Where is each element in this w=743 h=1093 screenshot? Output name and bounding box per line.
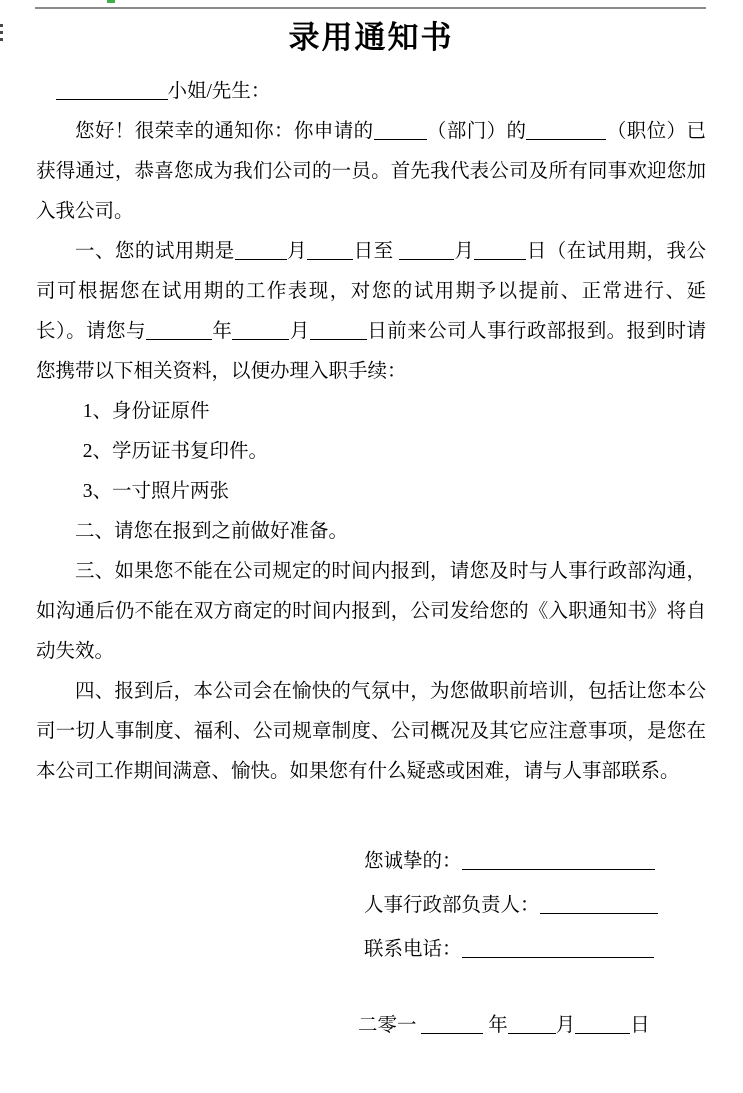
text-run: 日（在试用期，我公司可根据您在试用期的工作表现，对您的试用期予以提前、正常进行、延长）。请您与 xyxy=(36,241,706,343)
text-run: 二、请您在报到之前做好准备。 xyxy=(75,521,349,543)
blank-field[interactable] xyxy=(508,1014,556,1035)
document-body xyxy=(36,72,706,792)
text-run: 1、身份证原件 xyxy=(82,401,210,423)
para-greeting xyxy=(36,112,706,232)
blank-field[interactable] xyxy=(374,120,427,141)
signature-block xyxy=(364,840,706,972)
text-run: 日至 xyxy=(353,241,399,263)
text-run: 您好！很荣幸的通知你：你申请的 xyxy=(75,121,374,143)
document-content xyxy=(36,8,706,1046)
list-item-2 xyxy=(36,432,706,472)
para-clause-2 xyxy=(36,512,706,552)
text-run: 小姐/先生： xyxy=(167,81,271,103)
text-run: 联系电话： xyxy=(364,939,462,961)
text-run: 2、学历证书复印件。 xyxy=(82,441,269,463)
text-run: 年 xyxy=(211,321,233,343)
list-item-3 xyxy=(36,472,706,512)
blank-field[interactable] xyxy=(310,320,367,341)
blank-field[interactable] xyxy=(232,320,289,341)
handle-dot xyxy=(0,38,3,41)
text-run: 三、如果您不能在公司规定的时间内报到，请您及时与人事行政部沟通，如沟通后仍不能在双方商定的时间内报到，公司发给您的《入职通知书》将自动失效。 xyxy=(36,561,706,663)
blank-field[interactable] xyxy=(462,938,654,959)
drag-handle-icon[interactable] xyxy=(0,24,4,45)
document-title: 录用通知书 xyxy=(288,20,454,55)
signature-line-1 xyxy=(364,840,706,884)
blank-field[interactable] xyxy=(575,1014,630,1035)
blank-field[interactable] xyxy=(421,1014,483,1035)
text-run: 月 xyxy=(453,241,475,263)
blank-field[interactable] xyxy=(399,240,454,261)
text-run: 月 xyxy=(555,1015,576,1037)
text-run: （部门）的 xyxy=(426,121,527,143)
text-run: 月 xyxy=(289,321,310,343)
blank-field[interactable] xyxy=(307,240,353,261)
text-run: 您诚挚的： xyxy=(364,851,462,873)
text-run: 月 xyxy=(286,241,308,263)
text-run: （职位）已获得通过，恭喜您成为我们公司的一员。首先我代表公司及所有同事欢迎您加入我公司。 xyxy=(36,121,706,223)
blank-field[interactable] xyxy=(56,80,168,101)
text-run: 四、报到后，本公司会在愉快的气氛中，为您做职前培训，包括让您本公司一切人事制度、福利、公司规章制度、公司概况及其它应注意事项，是您在本公司工作期间满意、愉快。如果您有什么疑惑或困难，请与人事部联系。 xyxy=(36,681,706,783)
list-item-1 xyxy=(36,392,706,432)
text-run: 3、一寸照片两张 xyxy=(82,481,230,503)
para-clause-3 xyxy=(36,552,706,672)
blank-field[interactable] xyxy=(235,240,287,261)
handle-dot xyxy=(0,31,3,34)
handle-dot xyxy=(0,24,3,27)
blank-field[interactable] xyxy=(146,320,212,341)
signature-line-2 xyxy=(364,884,706,928)
blank-field[interactable] xyxy=(474,240,526,261)
text-run: 日前来公司人事行政部报到。报到时请您携带以下相关资料，以便办理入职手续： xyxy=(36,321,706,383)
para-clause-4 xyxy=(36,672,706,792)
blank-field[interactable] xyxy=(462,850,655,871)
blank-field[interactable] xyxy=(540,894,658,915)
text-run: 一、您的试用期是 xyxy=(75,241,235,263)
text-run: 年 xyxy=(483,1015,508,1037)
text-run: 二零一 xyxy=(358,1015,422,1037)
para-clause-1 xyxy=(36,232,706,392)
text-run: 日 xyxy=(630,1015,650,1037)
blank-field[interactable] xyxy=(526,120,606,141)
signature-line-3 xyxy=(364,928,706,972)
text-run: 人事行政部负责人： xyxy=(364,895,540,917)
date-line xyxy=(358,1006,706,1046)
salutation-line xyxy=(36,72,706,112)
green-marker-icon xyxy=(107,0,115,3)
